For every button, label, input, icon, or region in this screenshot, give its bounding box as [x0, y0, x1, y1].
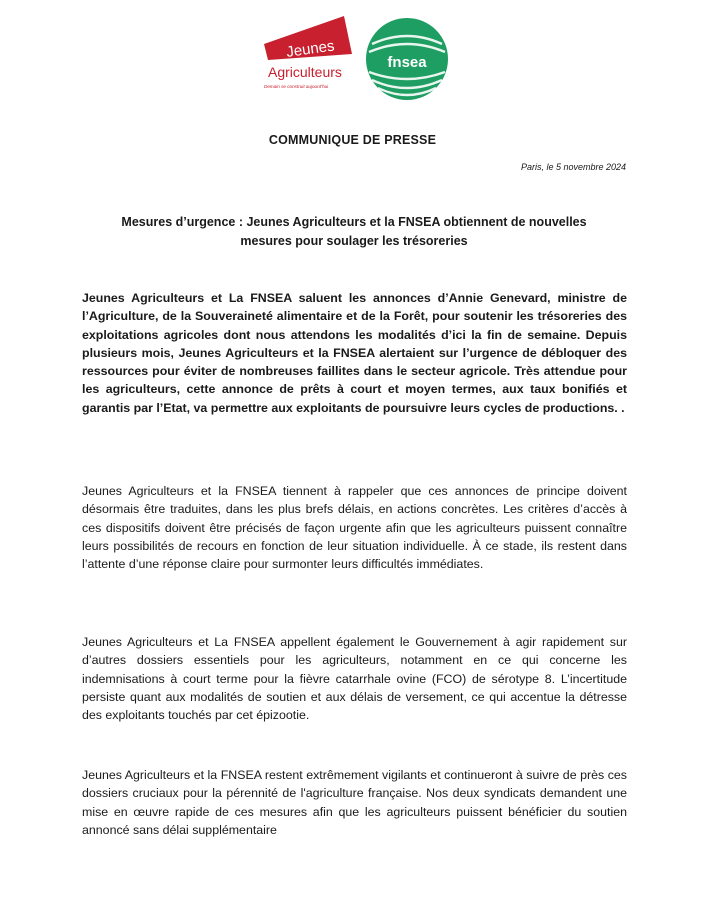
svg-text:Jeunes: Jeunes [285, 37, 336, 61]
paragraph: Jeunes Agriculteurs et la FNSEA tiennent à rappeler que ces annonces de principe doivent désormais être traduites, dans les plus brefs délais, en actions concrètes. Les critères d’accès à ces dispositifs doivent être précisés de façon urgente afin que les agriculteurs puissent connaître leurs possibilités de recours en fonction de leur situation individuelle. À ce stade, ils restent dans l’attente d’une réponse claire pour surmonter leurs difficultés immédiates. [82, 484, 627, 572]
fnsea-logo [364, 16, 450, 102]
document-title: COMMUNIQUE DE PRESSE [268, 133, 437, 147]
headline: Mesures d’urgence : Jeunes Agriculteurs et la FNSEA obtiennent de nouvelles mesures pour soulager les trésoreries [121, 215, 587, 248]
svg-text:fnsea: fnsea [387, 54, 427, 71]
svg-text:Agriculteurs: Agriculteurs [268, 64, 342, 80]
svg-text:Demain se construit aujourd'hu: Demain se construit aujourd'hui [264, 84, 329, 89]
paragraph: Jeunes Agriculteurs et La FNSEA appellent également le Gouvernement à agir rapidement sur d’autres dossiers essentiels pour les agriculteurs, notamment en ce qui concerne les indemnisations à court terme pour la fièvre catarrhale ovine (FCO) de sérotype 8. L’incertitude persiste quant aux modalités de soutien et aux délais de versement, ce qui accentue la détresse des exploitants touchés par cet épizootie. [82, 635, 627, 723]
header-logos [258, 14, 458, 104]
paragraph: Jeunes Agriculteurs et la FNSEA restent extrêmement vigilants et continueront à suivre de près ces dossiers cruciaux pour la pérennité de l'agriculture française. Nos deux syndicats demandent une mise en œuvre rapide de ces mesures afin que les agriculteurs puissent bénéficier du soutien annoncé sans délai supplémentaire [82, 768, 627, 837]
paragraph-intro: Jeunes Agriculteurs et La FNSEA saluent les annonces d’Annie Genevard, ministre de l’Agriculture, de la Souveraineté alimentaire et de la Forêt, pour soutenir les trésoreries des exploitations agricoles dont nous attendons les modalités d’ici la fin de semaine. Depuis plusieurs mois, Jeunes Agriculteurs et la FNSEA alertaient sur l’urgence de débloquer des ressources pour éviter de nombreuses faillites dans le secteur agricole. Très attendue pour les agriculteurs, cette annonce de prêts à court et moyen termes, aux taux bonifiés et garantis par l’Etat, va permettre aux exploitants de poursuivre leurs cycles de productions. . [82, 291, 627, 415]
jeunes-agriculteurs-logo [258, 14, 358, 94]
document-date: Paris, le 5 novembre 2024 [520, 162, 626, 172]
